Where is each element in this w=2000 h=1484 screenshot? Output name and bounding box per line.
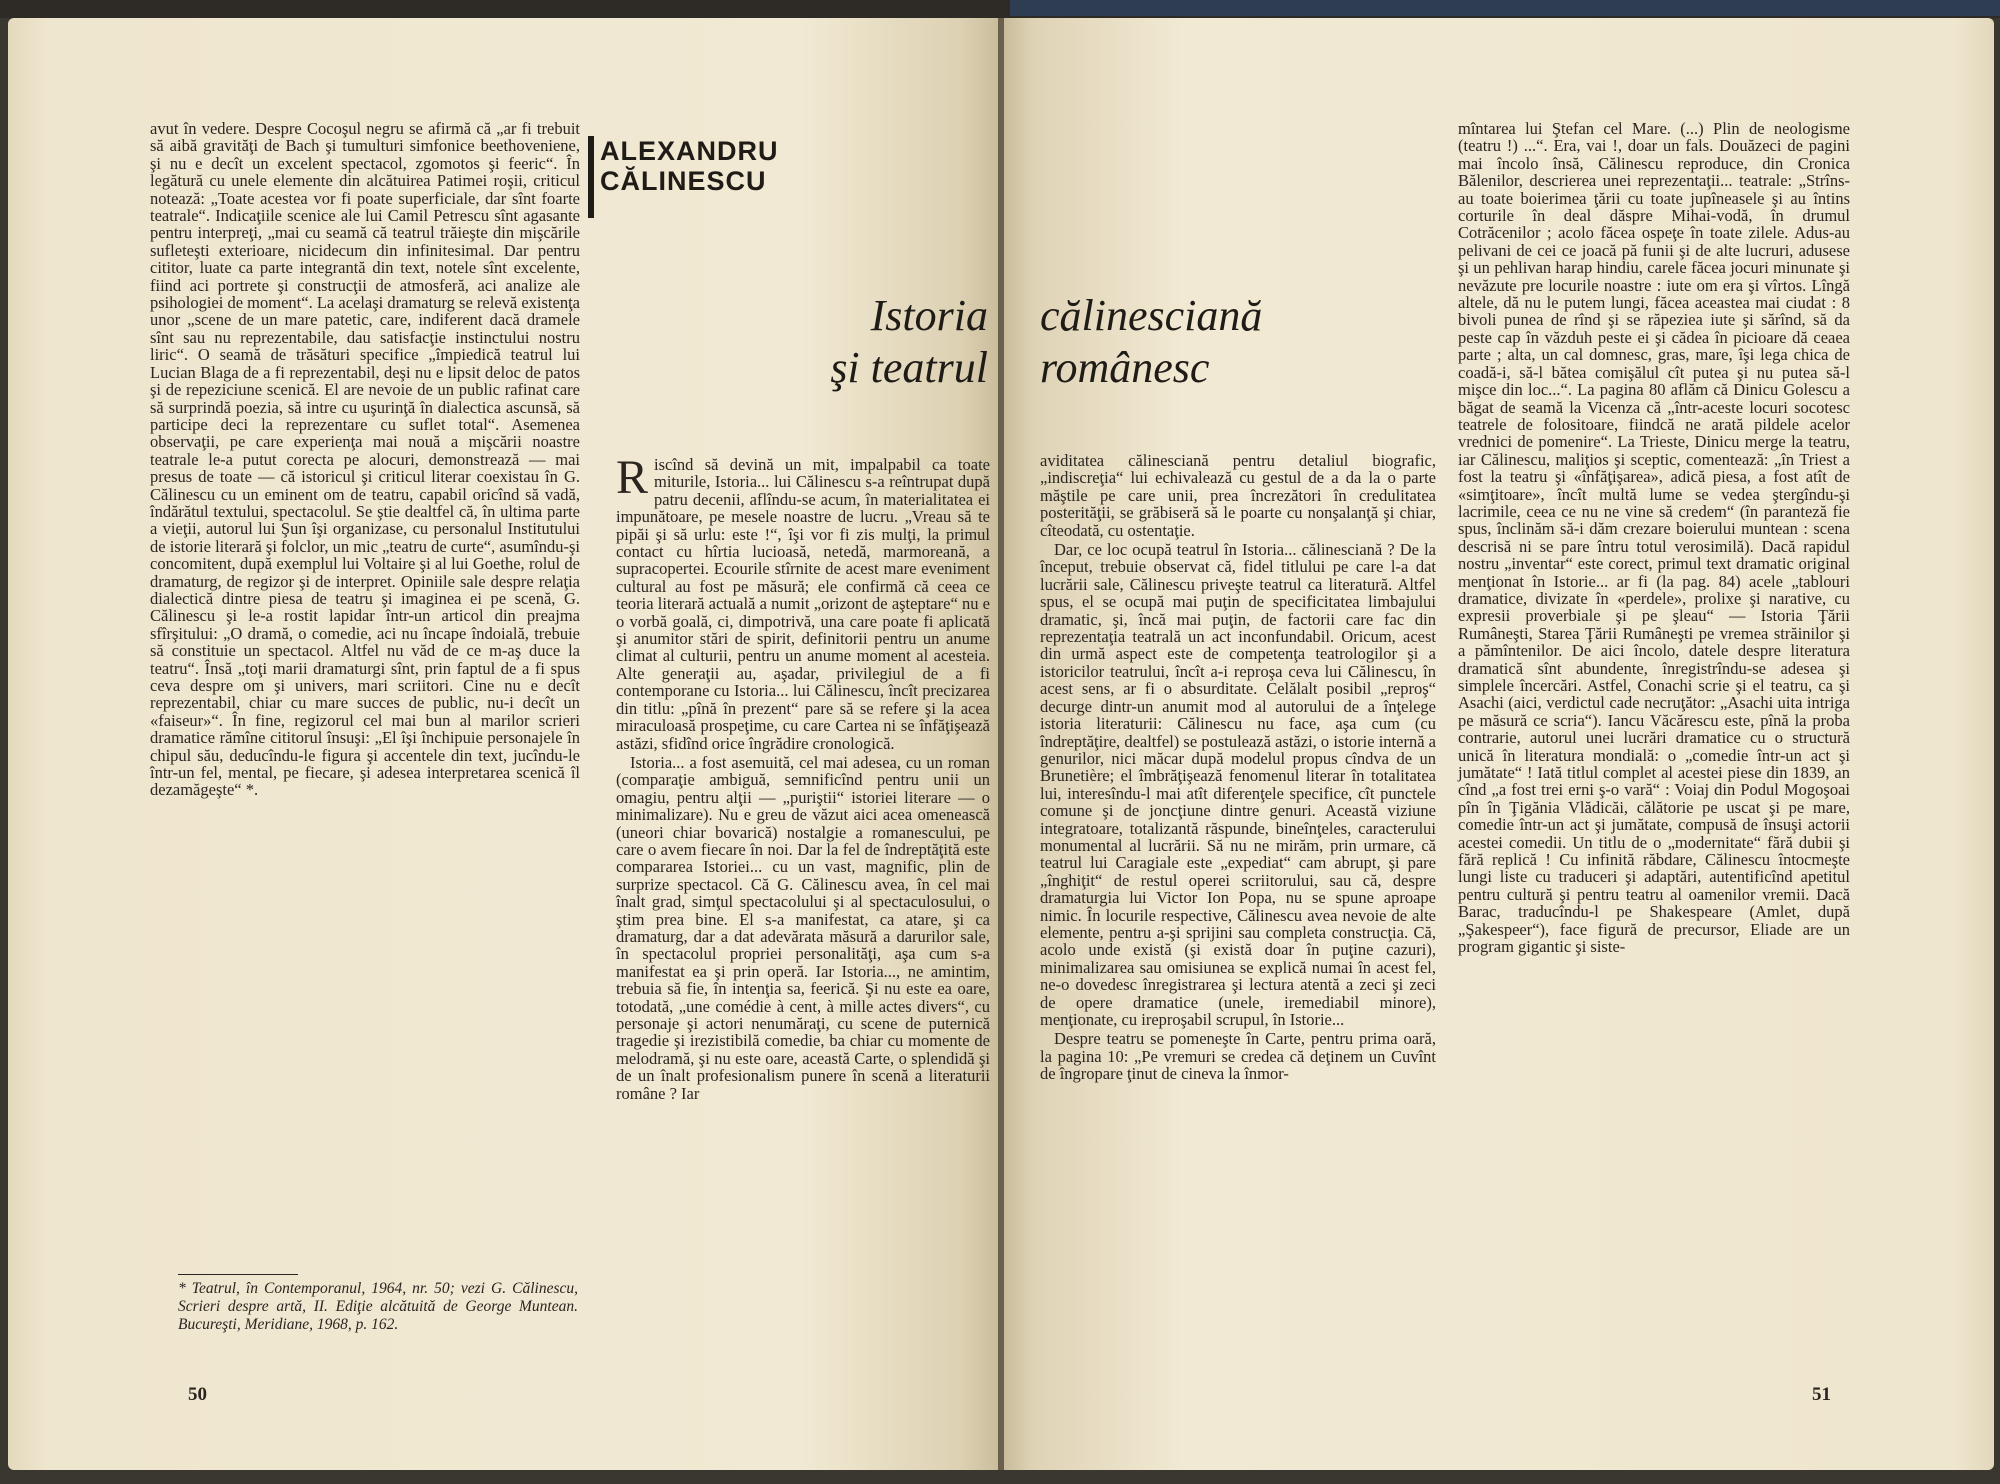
right-column-1 <box>1040 452 1436 1402</box>
right-column-2-paragraph: mîntarea lui Ştefan cel Mare. (...) Plin de neologisme (teatru !) ...“. Era, vai !, doar un fals. Douăzeci de pagini mai încolo însă, Călinescu reproduce, din Cronica Bălenilor, descrierea unei reprezentaţii... teatrale: „Strîns-au toate boierimea ţării cu toate jupîneasele şi au întins corturile în deal dăspre Mihai-vodă, în drumul Cotrăcenilor ; acolo făcea ospeţe în toate zilele. Adus-au pelivani de cei ce joacă pă funii şi de alte lucruri, adusese şi un pehlivan harap hindiu, carele făcea jocuri minunate şi nevăzute pre locurile noastre : iute om era şi vîrtos. Lîngă altele, dă nu le putem lungi, făcea aceastea mai ciudat : 8 bivoli punea de rînd şi se răpeziea iute şi sărînd, să da peste cap în văzduh peste ei şi cădea în picioare dă ceaea parte ; alta, un cal domnesc, gras, mare, îşi lega chica de coadă-i, să-l bătea comişălul cît putea şi nu putea să-l mişce din loc...“. La pagina 80 aflăm că Dinicu Golescu a băgat de seamă la Vicenza că „într-aceste locuri socotesc teatrele de folositoare, fiindcă ne arată pildele acelor vrednici de pomenire“. La Trieste, Dinicu merge la teatru, iar Călinescu, maliţios şi sceptic, comentează: „în Triest a fost la teatru şi «înfăţişarea», adică piesa, a fost atît de «simţitoare», încît multă lume se vedea ştergîndu-şi lacrimile, ceea ce nu ne vine să credem“ (în paranteză fie spus, înclinăm să-i dăm crezare boierului muntean : scena descrisă ni se pare întru totul verosimilă). Dacă rapidul nostru „inventar“ este corect, primul text dramatic original menţionat în Istorie... ar fi (la pag. 84) acele „tablouri dramatice, divizate în «perdele», prolixe şi narative, cu expresii proverbiale şi pe şleau“ — Istoria Ţării Rumâneşti, Starea Ţării Rumâneşti pe vremea străinilor şi a pămîntenilor. De aici încolo, datele despre literatura dramatică sînt abundente, înregistrîndu-se adesea şi simplele încercări. Astfel, Conachi scrie şi el teatru, ca şi Asachi (aici, verdictul cade necruţător: „Asachi uita intriga pe măsură ce scria“). Iancu Văcărescu este, pînă la proba contrarie, autorul unei lucrări dramatice cu o structură unică în literatura mondială: o „comedie într-un act şi jumătate“ ! Iată titlul complet al acestei piese din 1839, an cînd „a fost trei erni ş-o vară“ : Voiaj din Podul Mogoşoai pîn în Ţigănia Vlădicăi, călătorie pe uscat şi pe mare, comedie într-un act şi jumătate, compusă de însuşi actorii acestei comedii. Un titlu de o „modernitate“ fără dubii şi fără replică ! Cu infinită răbdare, Călinescu întocmeşte lungi liste cu traduceri şi adaptări, autentificînd apetitul pentru cultură şi pentru teatru al oamenilor vremii. Dacă Barac, traducîndu-l pe Shakespeare (Amlet, după „Şakespeer“), face figură de precursor, Eliade are un program gigantic şi siste- <box>1458 119 1850 957</box>
author-bar <box>588 136 594 218</box>
left-column-2 <box>616 451 990 1416</box>
article-title-part1: Istoria şi teatrul <box>830 291 988 392</box>
left-column-2-paragraph-2: Istoria... a fost asemuită, cel mai adesea, cu un roman (comparaţie ambiguă, semnificînd pentru unii un omagiu, pentru alţii — „puriştii“ istoriei literare — o minimalizare). Nu e greu de văzut aici acea omenească (uneori chiar bovarică) nostalgie a romanescului, pe care o avem fiecare în noi. Dar la fel de îndreptăţită este compararea Istoriei... cu un vast, magnific, plin de surprize spectacol. Că G. Călinescu avea, în cel mai înalt grad, simţul spectacolului şi al spectaculosului, o ştim prea bine. El s-a manifestat, ca atare, şi ca dramaturg, dar a dat adevărata măsură a darurilor sale, în spectacolul propriei personalităţi, aşa cum s-a manifestat ea şi prin operă. Iar Istoria..., ne amintim, trebuia să fie, în intenţia sa, feerică. Şi nu este ea oare, totodată, „une comédie à cent, à mille actes divers“, cu personaje şi actori nenumăraţi, cu scene de puternică tragedie şi irezistibilă comedie, ba chiar cu momente de melodramă, şi nu este oare, această Carte, o splendidă şi de un înalt profesionalism punere în scenă a literaturii române ? Iar <box>616 752 990 1103</box>
footnote: * Teatrul, în Contemporanul, 1964, nr. 50; vezi G. Călinescu, Scrieri despre artă, II. Ediţie alcătuită de George Muntean. Bucureşti, Meridiane, 1968, p. 162. <box>178 1280 578 1333</box>
right-column-2 <box>1458 120 1850 1380</box>
article-title-part2: călinesciană românesc <box>1040 291 1263 392</box>
right-column-1-paragraph-1: aviditatea călinesciană pentru detaliul biografic, „indiscreţia“ lui echivalează cu gestul de a da la o parte măştile pe care unii, prea încrezători în credulitatea posterităţii, se grăbiseră să le poarte cu nonşalanţă şi chiar, cîteodată, cu ostentaţie. <box>1040 451 1436 540</box>
book-cover-edge <box>1010 0 2000 16</box>
right-column-1-paragraph-3: Despre teatru se pomeneşte în Carte, pentru prima oară, la pagina 10: „Pe vremuri se credea că deţinem un Cuvînt de îngropare ţinut de cineva la înmor- <box>1040 1029 1436 1084</box>
footnote-rule <box>178 1274 298 1275</box>
page-number-left: 50 <box>188 1384 207 1405</box>
author-text: ALEXANDRU CĂLINESCU <box>600 136 779 196</box>
left-column-1-paragraph: avut în vedere. Despre Cocoşul negru se afirmă că „ar fi trebuit să aibă gravităţi de Bach şi tumulturi simfonice beethoveniene, şi nu e decît un excelent spectacol, zgomotos şi feeric“. În legătură cu unele elemente din alcătuirea Patimei roşii, criticul notează: „Toate acestea vor fi poate superficiale, dar sînt foarte teatrale“. Indicaţiile scenice ale lui Camil Petrescu sînt agasante pentru interpreţi, „mai cu seamă că teatrul trăieşte din mişcările sufleteşti exterioare, nicidecum din infinitesimal. Dar pentru cititor, luate ca parte integrantă din text, notele sînt excelente, fiind aci portrete şi construcţii de atmosferă, aci analize ale psihologiei de moment“. La acelaşi dramaturg se relevă existenţa unor „scene de un mare patetic, care, indiferent dacă dramele sînt sau nu reprezentabile, dau satisfacţie instinctului nostru liric“. O seamă de trăsături specifice „împiedică teatrul lui Lucian Blaga de a fi reprezentabil, deşi nu e lipsit deloc de patos şi de repeziciune scenică. El are nevoie de un public rafinat care să surprindă poezia, să intre cu uşurinţă în dialectica ascunsă, să participe deci la reprezentare cu suflet total“. Asemenea observaţii, pe care experienţa mai nouă a mişcării noastre teatrale le-a putut corecta pe alocuri, demonstrează — mai presus de toate — că istoricul şi criticul literar coexistau în G. Călinescu cu un eminent om de teatru, capabil oricînd să vadă, îndărătul textului, spectacolul. Se ştie dealtfel că, în ultima parte a vieţii, autorul lui Şun îşi organizase, cu personalul Institutului de istorie literară şi folclor, un mic „teatru de curte“, asumîndu-şi concomitent, după exemplul lui Voltaire şi al lui Goethe, rolul de dramaturg, de regizor şi de interpret. Opiniile sale despre relaţia dialectică dintre piesa de teatru şi imaginea ei pe scenă, G. Călinescu şi le-a rostit lapidar într-un articol din preajma sfîrşitului: „O dramă, o comedie, aci nu încape îndoială, trebuie să constituie un spectacol. Altfel nu văd de ce m-aş duce la teatru“. Însă „toţi marii dramaturgi sînt, prin faptul de a fi spus ceva despre om şi univers, mari scriitori. Cine nu e decît reprezentabil, chiar cu mare succes de public, nu-i decît un «faiseur»“. În fine, regizorul cel mai bun al marilor scrieri dramatice rămîne cititorul însuşi: „El îşi închipuie personajele în chipul său, deducîndu-le figura şi accentele din text, jucîndu-le într-un fel, mental, pe fiecare, şi adesea interpretarea scenică îl dezamăgeşte“ *. <box>150 119 581 800</box>
author-name <box>600 136 820 196</box>
drop-cap: R <box>616 451 649 504</box>
left-column-2-paragraph-1-text: iscînd să devină un mit, impalpabil ca toate miturile, Istoria... lui Călinescu s-a reîntrupat după patru decenii, aflîndu-se acum, în materialitatea ei impunătoare, pe mesele noastre de lucru. „Vreau să te pipăi şi să urlu: este !“, îşi vor fi zis mulţi, la primul contact cu hîrtia lucioasă, netedă, marmoreană, a supracopertei. Ecourile stîrnite de acest mare eveniment cultural au fost pe măsură; ele confirmă că ceea ce teoria literară actuală a numit „orizont de aşteptare“ nu e o vorbă goală, ci, dimpotrivă, una care poate fi aplicată şi anumitor stări de spirit, definitorii pentru un anume climat al culturii, pentru un anume moment al acesteia. Alte generaţii au, aşadar, privilegiul de a fi contemporane cu Istoria... lui Călinescu, încît precizarea din titlu: „pînă în prezent“ pare să se refere şi la acea miraculoasă prospeţime, cu care Cartea ni se înfăţişează astăzi, sfidînd orice îngrădire cronologică. <box>616 455 990 753</box>
right-column-1-paragraph-2: Dar, ce loc ocupă teatrul în Istoria... călinesciană ? De la început, trebuie observat că, fidel titlului pe care l-a dat lucrării sale, Călinescu priveşte teatrul ca literatură. Altfel spus, el se ocupă mai puţin de specificitatea limbajului dramatic, şi, încă mai puţin, de factorii care fac din reprezentaţia teatrală un act inconfundabil. Oricum, acest din urmă aspect este de competenţa teatrologilor şi a istoricilor teatrului, încît a-i reproşa ceva lui Călinescu, în acest sens, ar fi o absurditate. Celălalt posibil „reproş“ decurge dintr-un anumit mod al autorului de a înţelege istoria literaturii: Călinescu nu face, aşa cum (cu îndreptăţire, dealtfel) se postulează astăzi, o istorie internă a genurilor, nici măcar după modelul propus cîndva de un Brunetière; el îmbrăţişează fenomenul literar în totalitatea lui, interesîndu-l mai atît diferenţele specifice, cît punctele comune şi de joncţiune dintre genuri. Această viziune integratoare, totalizantă răspunde, bineînţeles, caracterului monumental al lucrării. Să nu ne mirăm, prin urmare, că teatrul lui Caragiale este „expediat“ cam abrupt, şi pare „înghiţit“ de restul operei scriitorului, sau că, despre dramaturgia lui Victor Ion Popa, nu se spune aproape nimic. În locurile respective, Călinescu avea nevoie de alte elemente, pentru a-şi sprijini sau completa construcţia. Că, acolo unde există (şi există doar în puţine cazuri), minimalizarea sau omisiunea se explică numai în acest fel, ne-o dovedesc înregistrarea şi lectura atentă a zeci şi zeci de opere dramatice (unele, iremediabil minore), menţionate, cu ireproşabil scrupul, în Istorie... <box>1040 540 1436 1029</box>
right-page <box>1004 18 1994 1470</box>
left-page <box>8 18 1000 1470</box>
page-number-right: 51 <box>1812 1384 1831 1405</box>
left-column-2-paragraph-1 <box>616 451 990 753</box>
left-column-1 <box>150 120 580 1270</box>
